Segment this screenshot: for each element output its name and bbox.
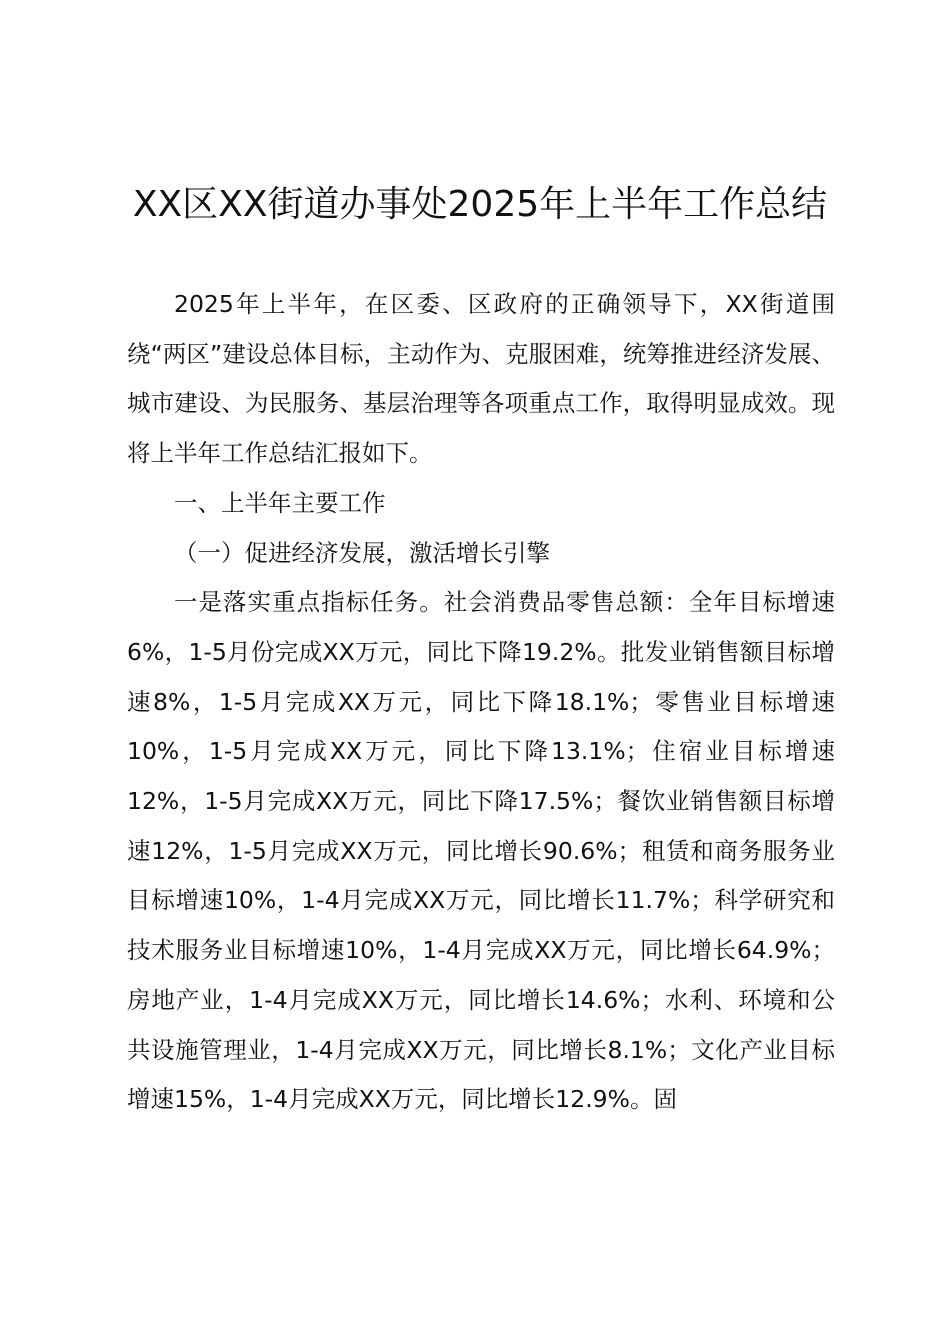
section-heading: 一、上半年主要工作 <box>174 488 386 517</box>
body-paragraph: 一是落实重点指标任务。社会消费品零售总额：全年目标增速6%，1-5月份完成XX万元，同比下降19.2%。批发业销售额目标增速8%，1-5月完成XX万元，同比下降18.1%；零售业目标增速10%，1-5月完成XX万元，同比下降13.1%；住宿业目标增速12%，1-5月完成XX万元，同比下降17.5%；餐饮业销售额目标增速12%，1-5月完成XX万元，同比增长90.6%；租赁和商务服务业目标增速10%，1-4月完成XX万元，同比增长11.7%；科学研究和技术服务业目标增速10%，1-4月完成XX万元，同比增长64.9%；房地产业，1-4月完成XX万元，同比增长14.6%；水利、环境和公共设施管理业，1-4月完成XX万元，同比增长8.1%；文化产业目标增速15%，1-4月完成XX万元，同比增长12.9%。固 <box>127 588 835 1114</box>
intro-paragraph: 2025年上半年，在区委、区政府的正确领导下，XX街道围绕“两区”建设总体目标，主动作为、克服困难，统筹推进经济发展、城市建设、为民服务、基层治理等各项重点工作，取得明显成效。现将上半年工作总结汇报如下。 <box>127 290 835 468</box>
document-body <box>127 280 835 1125</box>
subsection-heading: （一）促进经济发展，激活增长引擎 <box>174 538 550 567</box>
document-title: XX区XX街道办事处2025年上半年工作总结 <box>132 184 828 225</box>
